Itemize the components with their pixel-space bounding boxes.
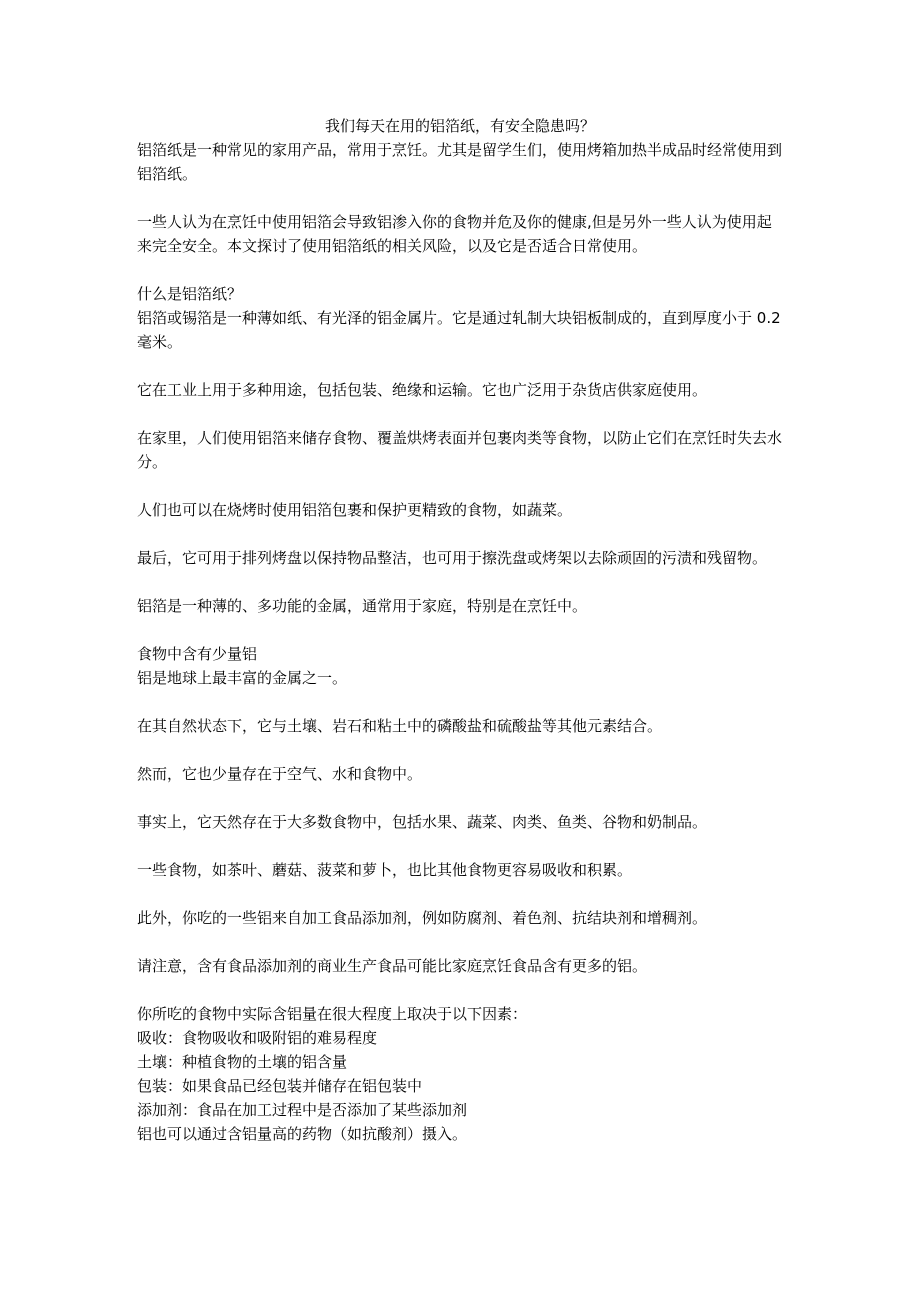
- paragraph-cleaning: 最后，它可用于排列烤盘以保持物品整洁，也可用于擦洗盘或烤架以去除顽固的污渍和残留物。: [137, 549, 768, 567]
- spacer: [137, 570, 785, 594]
- spacer: [137, 354, 785, 378]
- spacer: [137, 834, 785, 858]
- spacer: [137, 882, 785, 906]
- spacer: [137, 258, 785, 282]
- paragraph-air-water-food: 然而，它也少量存在于空气、水和食物中。: [137, 765, 423, 783]
- paragraph-definition: 铝箔或锡箔是一种薄如纸、有光泽的铝金属片。它是通过轧制大块铝板制成的，直到厚度小于 0.2 毫米。: [137, 309, 781, 351]
- factor-additives: 添加剂：食品在加工过程中是否添加了某些添加剂: [137, 1101, 468, 1119]
- paragraph-additives: 此外，你吃的一些铝来自加工食品添加剂，例如防腐剂、着色剂、抗结块剂和增稠剂。: [137, 909, 708, 927]
- spacer: [137, 402, 785, 426]
- paragraph-natural-state: 在其自然状态下，它与土壤、岩石和粘土中的磷酸盐和硫酸盐等其他元素结合。: [137, 717, 663, 735]
- paragraph-natural-foods: 事实上，它天然存在于大多数食物中，包括水果、蔬菜、肉类、鱼类、谷物和奶制品。: [137, 813, 708, 831]
- spacer: [137, 786, 785, 810]
- spacer: [137, 522, 785, 546]
- spacer: [137, 186, 785, 210]
- factor-absorption: 吸收：食物吸收和吸附铝的难易程度: [137, 1029, 378, 1047]
- paragraph-medication: 铝也可以通过含铝量高的药物（如抗酸剂）摄入。: [137, 1125, 468, 1143]
- paragraph-factors-intro: 你所吃的食物中实际含铝量在很大程度上取决于以下因素：: [137, 1005, 528, 1023]
- factor-soil: 土壤：种植食物的土壤的铝含量: [137, 1053, 348, 1071]
- paragraph-grilling: 人们也可以在烧烤时使用铝箔包裹和保护更精致的食物，如蔬菜。: [137, 501, 573, 519]
- paragraph-absorbing-foods: 一些食物，如茶叶、蘑菇、菠菜和萝卜，也比其他食物更容易吸收和积累。: [137, 861, 633, 879]
- spacer: [137, 978, 785, 1002]
- spacer: [137, 618, 785, 642]
- paragraph-intro: 铝箔纸是一种常见的家用产品，常用于烹饪。尤其是留学生们，使用烤箱加热半成品时经常使用到铝箔纸。: [137, 141, 783, 183]
- paragraph-summary: 铝箔是一种薄的、多功能的金属，通常用于家庭，特别是在烹饪中。: [137, 597, 588, 615]
- spacer: [137, 690, 785, 714]
- paragraph-abundant-metal: 铝是地球上最丰富的金属之一。: [137, 669, 348, 687]
- spacer: [137, 738, 785, 762]
- document-body: [137, 138, 785, 1146]
- section-heading-aluminum-in-food: 食物中含有少量铝: [137, 645, 258, 663]
- page-title: 我们每天在用的铝箔纸，有安全隐患吗？: [324, 117, 595, 135]
- spacer: [137, 930, 785, 954]
- factor-packaging: 包装：如果食品已经包装并储存在铝包装中: [137, 1077, 423, 1095]
- paragraph-home-use: 在家里，人们使用铝箔来储存食物、覆盖烘烤表面并包裹肉类等食物，以防止它们在烹饪时失去水分。: [137, 429, 783, 471]
- paragraph-opinions: 一些人认为在烹饪中使用铝箔会导致铝渗入你的食物并危及你的健康,但是另外一些人认为使用起来完全安全。本文探讨了使用铝箔纸的相关风险，以及它是否适合日常使用。: [137, 213, 772, 255]
- section-heading-what-is-foil: 什么是铝箔纸？: [137, 285, 243, 303]
- paragraph-commercial-foods: 请注意，含有食品添加剂的商业生产食品可能比家庭烹饪食品含有更多的铝。: [137, 957, 648, 975]
- spacer: [137, 474, 785, 498]
- paragraph-industrial-use: 它在工业上用于多种用途，包括包装、绝缘和运输。它也广泛用于杂货店供家庭使用。: [137, 381, 708, 399]
